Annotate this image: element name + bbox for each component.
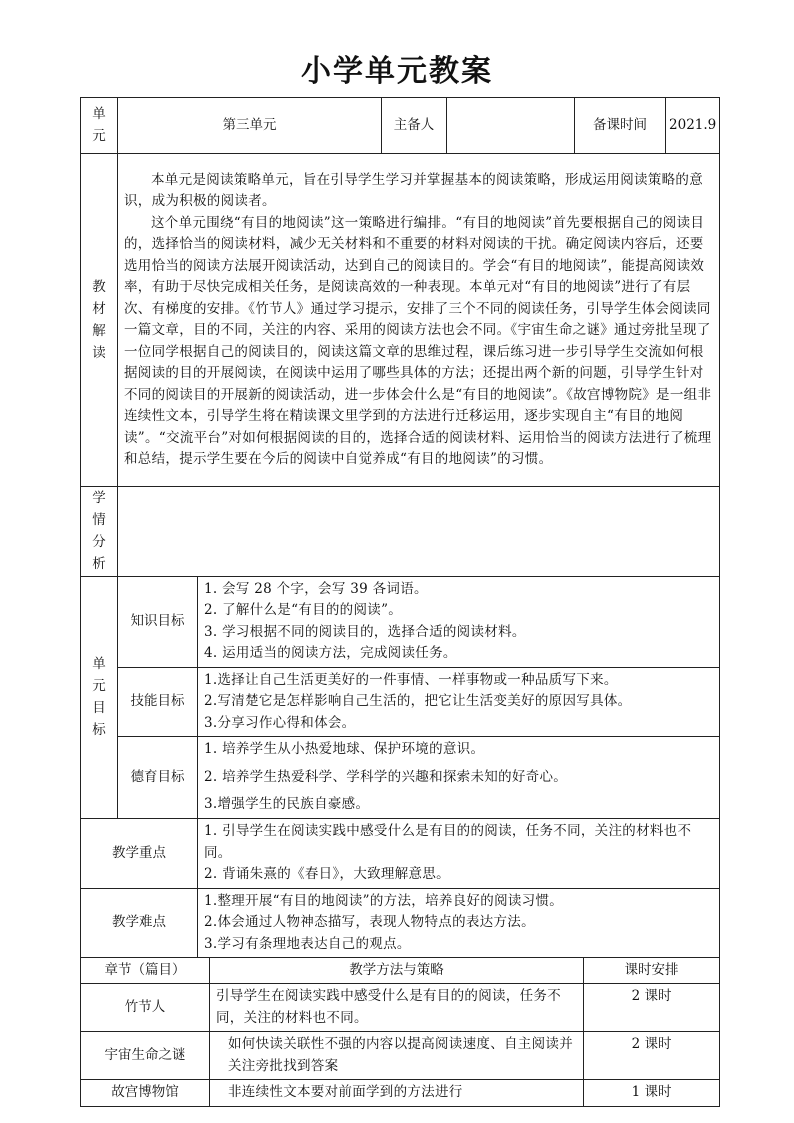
schedule-method: 非连续性文本要对前面学到的方法进行 — [210, 1080, 584, 1107]
schedule-hours: 2 课时 — [584, 984, 720, 1032]
schedule-chapter: 宇宙生命之谜 — [81, 1032, 210, 1080]
schedule-header-chapter: 章节（篇目） — [81, 958, 210, 984]
difficulties-label: 教学难点 — [81, 888, 198, 958]
unit-value: 第三单元 — [118, 98, 382, 154]
material-paragraph-1: 本单元是阅读策略单元，旨在引导学生学习并掌握基本的阅读策略，形成运用阅读策略的意识，成为积极的阅读者。 — [124, 171, 703, 209]
analysis-label-cell — [81, 487, 118, 577]
material-label-cell — [81, 154, 118, 487]
material-paragraph-2: 这个单元围绕“有目的地阅读”这一策略进行编排。“有目的地阅读”首先要根据自己的阅读目的，选择恰当的阅读材料，减少无关材料和不重要的材料对阅读的干扰。确定阅读内容后，还要选用恰当的阅读方法展开阅读活动，达到自己的阅读目的。学会“有目的地阅读”，能提高阅读效率，有助于尽快完成相关任务，是阅读高效的一种表现。本单元对“有目的地阅读”进行了有层次、有梯度的安排。《竹节人》通过学习提示，安排了三个不同的阅读任务，引导学生体会阅读同一篇文章，目的不同，关注的内容、采用的阅读方法也会不同。《宇宙生命之谜》通过旁批呈现了一位同学根据自己的阅读目的，阅读这篇文章的思维过程，课后练习进一步引导学生交流如何根据阅读的目的开展阅读，在阅读中运用了哪些具体的方法；还提出两个新的问题，引导学生针对不同的阅读目的开展新的阅读活动，进一步体会什么是“有目的地阅读”。《故宫博物院》是一组非连续性文本，引导学生将在精读课文里学到的方法进行迁移运用，逐步实现自主“有目的地阅读”。“交流平台”对如何根据阅读的目的，选择合适的阅读材料、运用恰当的阅读方法进行了梳理和总结，提示学生要在今后的阅读中自觉养成“有目的地阅读”的习惯。 — [124, 214, 712, 467]
knowledge-goal-item: 3. 学习根据不同的阅读目的，选择合适的阅读材料。 — [204, 623, 526, 640]
schedule-header-hours: 课时安排 — [584, 958, 720, 984]
schedule-row — [81, 984, 720, 1032]
skill-goal-item: 3.分享习作心得和体会。 — [204, 714, 356, 731]
difficulties-list — [198, 888, 720, 958]
schedule-chapter: 竹节人 — [81, 984, 210, 1032]
difficulty-item: 3.学习有条理地表达自己的观点。 — [204, 935, 411, 952]
skill-goal-item: 1.选择让自己生活更美好的一件事情、一样事物或一种品质写下来。 — [204, 671, 618, 688]
key-point-item: 1. 引导学生在阅读实践中感受什么是有目的的阅读，任务不同，关注的材料也不同。 — [204, 823, 692, 861]
knowledge-goal-list — [198, 576, 720, 667]
schedule-hours: 2 课时 — [584, 1032, 720, 1080]
material-label: 教材解读 — [92, 278, 106, 361]
date-label: 备课时间 — [575, 98, 666, 154]
moral-goal-label: 德育目标 — [118, 737, 198, 819]
skill-goal-label: 技能目标 — [118, 667, 198, 737]
skill-goal-item: 2.写清楚它是怎样影响自己生活的，把它让生活变美好的原因写具体。 — [204, 693, 632, 709]
schedule-header-row — [81, 958, 720, 984]
knowledge-goal-row — [81, 576, 720, 667]
schedule-row — [81, 1032, 720, 1080]
schedule-row — [81, 1080, 720, 1107]
moral-goal-list — [198, 737, 720, 819]
difficulties-row — [81, 888, 720, 958]
analysis-row — [81, 487, 720, 577]
goals-label: 单元目标 — [92, 656, 106, 738]
key-points-label: 教学重点 — [81, 819, 198, 889]
preparer-value — [447, 98, 575, 154]
moral-goal-item: 1. 培养学生从小热爱地球、保护环境的意识。 — [204, 741, 485, 758]
schedule-method: 引导学生在阅读实践中感受什么是有目的的阅读，任务不同，关注的材料也不同。 — [210, 984, 584, 1032]
moral-goal-row — [81, 737, 720, 819]
knowledge-goal-label: 知识目标 — [118, 576, 198, 667]
knowledge-goal-item: 4. 运用适当的阅读方法，完成阅读任务。 — [204, 645, 457, 661]
material-content — [118, 154, 720, 487]
schedule-hours: 1 课时 — [584, 1080, 720, 1107]
key-points-row — [81, 819, 720, 889]
skill-goal-list — [198, 667, 720, 737]
schedule-method: 如何快读关联性不强的内容以提高阅读速度、自主阅读并关注旁批找到答案 — [210, 1032, 584, 1080]
key-points-list — [198, 819, 720, 889]
preparer-label: 主备人 — [382, 98, 447, 154]
material-row — [81, 154, 720, 487]
moral-goal-item: 2. 培养学生热爱科学、学科学的兴趣和探索未知的好奇心。 — [204, 768, 568, 785]
goals-label-cell — [81, 576, 118, 819]
skill-goal-row — [81, 667, 720, 737]
analysis-label: 学情分析 — [92, 490, 106, 572]
key-point-item: 2. 背诵朱熹的《春日》，大致理解意思。 — [204, 866, 450, 882]
date-value: 2021.9 — [666, 98, 720, 154]
difficulty-item: 1.整理开展“有目的地阅读”的方法，培养良好的阅读习惯。 — [204, 892, 564, 909]
analysis-content — [118, 487, 720, 577]
lesson-plan-table — [80, 97, 720, 1107]
page-title: 小学单元教案 — [301, 54, 493, 89]
header-row — [81, 98, 720, 154]
knowledge-goal-item: 1. 会写 28 个字，会写 39 各词语。 — [204, 580, 428, 597]
unit-label-cell — [81, 98, 118, 154]
schedule-chapter: 故宫博物馆 — [81, 1080, 210, 1107]
unit-label: 单元 — [92, 106, 106, 145]
knowledge-goal-item: 2. 了解什么是“有目的的阅读”。 — [204, 602, 403, 618]
schedule-header-method: 教学方法与策略 — [210, 958, 584, 984]
moral-goal-item: 3.增强学生的民族自豪感。 — [204, 796, 370, 813]
difficulty-item: 2.体会通过人物神态描写，表现人物特点的表达方法。 — [204, 914, 535, 930]
